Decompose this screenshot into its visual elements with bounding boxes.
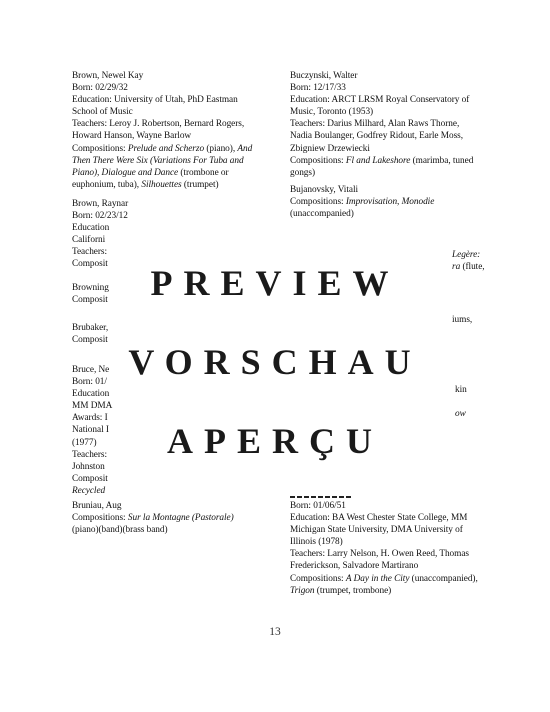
entry-line: Awards: I <box>72 413 108 424</box>
entry-line: Born: 02/29/32 <box>72 83 128 94</box>
entry-line: Bruce, Ne <box>72 365 110 375</box>
entry-line: Piano), Dialogue and Dance (trombone or <box>72 167 229 178</box>
entry-line: Then There Were Six (Variations For Tuba and <box>72 155 244 166</box>
entry-line: (1977) <box>72 437 97 448</box>
entry-line: Nadia Boulanger, Godfrey Ridout, Earle Moss, <box>290 131 463 142</box>
entry-buczynski <box>290 70 500 179</box>
entry-line: Teachers: Leroy J. Robertson, Bernard Rogers, <box>72 119 245 130</box>
entry-line: ra (flute, <box>452 262 485 272</box>
entry-line: euphonium, tuba), Silhouettes (trumpet) <box>72 179 219 190</box>
fragment-ow <box>455 408 466 420</box>
entry-line: (piano)(band)(brass band) <box>72 525 168 536</box>
entry-line: Legère: <box>452 250 481 260</box>
entry-line: Zbigniew Drzewiecki <box>290 143 370 154</box>
entry-line: gongs) <box>290 167 316 178</box>
entry-line: Compositions: Prelude and Scherzo (piano), And <box>72 143 253 154</box>
entry-line: Education: BA West Chester State College, MM <box>290 513 468 524</box>
watermark-vorschau: VORSCHAU <box>128 342 422 382</box>
entry-line: Composit <box>72 259 108 270</box>
entry-line: Teachers: Larry Nelson, H. Owen Reed, Thomas <box>290 549 469 560</box>
entry-line: Frederickson, Salvadore Martirano <box>290 561 419 572</box>
entry-line: Trigon (trumpet, trombone) <box>290 585 392 596</box>
entry-line: Education <box>72 389 110 400</box>
entry-line: Composit <box>72 473 108 484</box>
entry-line: Teachers: <box>72 247 108 258</box>
entry-line: Born: 01/ <box>72 377 107 388</box>
entry-line: Composit <box>72 295 108 306</box>
entry-line: Education: ARCT LRSM Royal Conservatory of <box>290 95 470 106</box>
entry-line: Illinois (1978) <box>290 537 343 548</box>
entry-line: National I <box>72 425 109 436</box>
entry-line: Compositions: Improvisation, Monodie <box>290 197 435 208</box>
entry-line: Born: 01/06/51 <box>290 501 346 511</box>
page-number: 13 <box>269 626 281 638</box>
fragment-kin <box>455 384 467 396</box>
entry-line: Californi <box>72 235 106 246</box>
entry-line: Education <box>72 223 110 234</box>
entry-line: Buczynski, Walter <box>290 71 358 81</box>
entry-line: Compositions: A Day in the City (unaccompanied), <box>290 573 478 584</box>
entry-line: Browning <box>72 283 109 293</box>
entry-bush <box>290 500 500 597</box>
entry-line: Bruniau, Aug <box>72 501 122 511</box>
entry-line: School of Music <box>72 107 133 118</box>
entry-line: Composit <box>72 335 108 346</box>
entry-line: Compositions: Sur la Montagne (Pastorale) <box>72 513 234 524</box>
entry-line: Teachers: <box>72 449 108 460</box>
entry-line: Education: University of Utah, PhD Eastman <box>72 95 238 106</box>
entry-bujanovsky <box>290 184 500 220</box>
entry-line: Johnston <box>72 461 105 472</box>
cut-name-line <box>290 494 352 498</box>
entry-line: Born: 12/17/33 <box>290 83 346 94</box>
entry-brown-raynar <box>72 198 272 271</box>
entry-line: Michigan State University, DMA University of <box>290 525 463 536</box>
fragment-iums <box>452 314 472 326</box>
entry-line: Brubaker, <box>72 323 109 333</box>
entry-bruniau <box>72 500 272 536</box>
watermark-preview: PREVIEW <box>150 263 400 303</box>
watermark-apercu: APERÇU <box>167 421 383 461</box>
entry-line: Recycled <box>72 485 106 496</box>
entry-line: (unaccompanied) <box>290 209 354 220</box>
entry-line: Music, Toronto (1953) <box>290 107 374 118</box>
entry-line: Brown, Raynar <box>72 199 129 209</box>
entry-line: Howard Hanson, Wayne Barlow <box>72 131 192 142</box>
entry-brown-newel <box>72 70 272 191</box>
entry-line: Brown, Newel Kay <box>72 71 144 81</box>
fragment-legere <box>452 249 480 261</box>
entry-line: Bujanovsky, Vitali <box>290 185 359 195</box>
entry-line: kin <box>455 385 467 395</box>
entry-line: ow <box>455 409 466 419</box>
entry-line: iums, <box>452 315 473 325</box>
entry-line: Born: 02/23/12 <box>72 211 128 222</box>
entry-line: MM DMA <box>72 401 113 412</box>
entry-line: Compositions: Fl and Lakeshore (marimba, tuned <box>290 155 474 166</box>
entry-line: Teachers: Darius Milhard, Alan Raws Thorne, <box>290 119 460 130</box>
